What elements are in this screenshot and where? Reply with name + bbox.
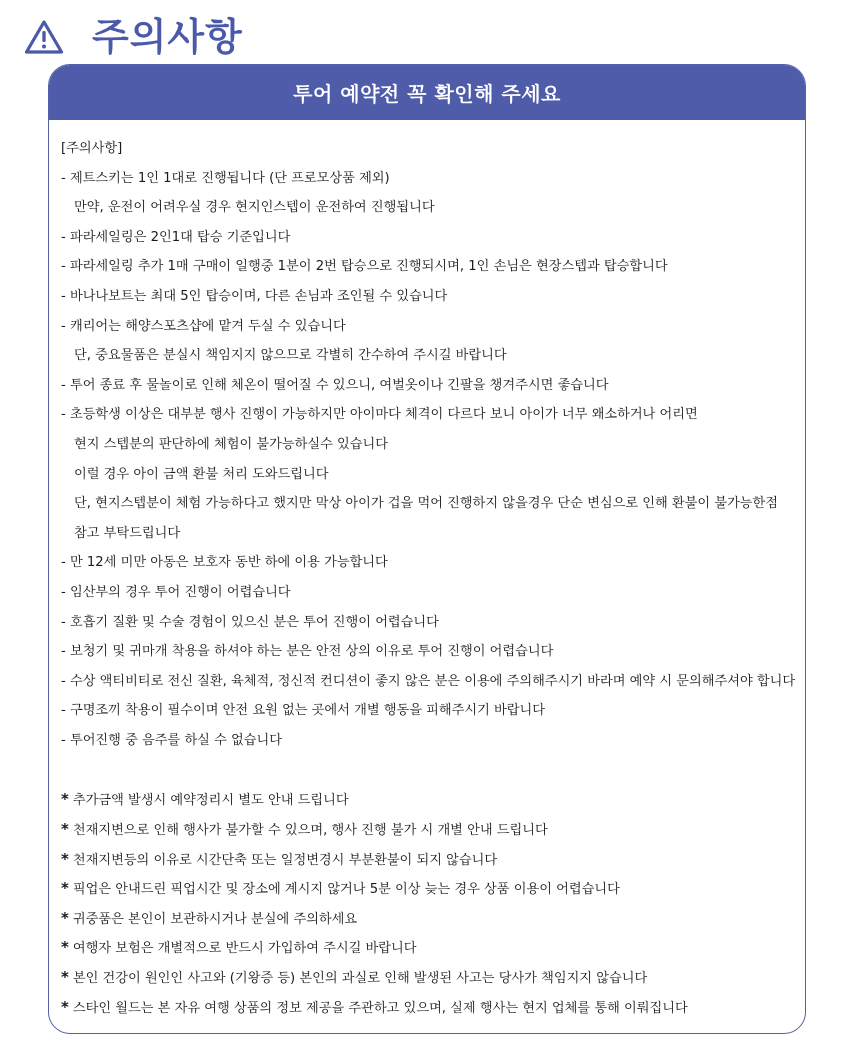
rule-line: - 보청기 및 귀마개 착용을 하셔야 하는 분은 안전 상의 이유로 투어 진행이 어렵습니다 xyxy=(61,644,554,660)
note-line xyxy=(61,963,805,993)
rule-line: - 바나나보트는 최대 5인 탑승이며, 다른 손님과 조인될 수 있습니다 xyxy=(61,288,448,304)
rule-line: - 임산부의 경우 투어 진행이 어렵습니다 xyxy=(61,584,291,600)
note-bullet: * xyxy=(61,968,69,987)
rules-list xyxy=(61,164,805,756)
note-text: 천재지변등의 이유로 시간단축 또는 일정변경시 부분환불이 되지 않습니다 xyxy=(72,852,498,868)
notice-content xyxy=(49,120,805,1022)
note-bullet: * xyxy=(61,820,69,839)
page-title: 주의사항 xyxy=(92,15,243,59)
rule-line: - 제트스키는 1인 1대로 진행됩니다 (단 프로모상품 제외) xyxy=(61,170,390,186)
rule-line: 단, 중요물품은 분실시 책임지지 않으므로 각별히 간수하여 주시길 바랍니다 xyxy=(74,348,507,364)
note-line xyxy=(61,993,805,1023)
note-text: 추가금액 발생시 예약정리시 별도 안내 드립니다 xyxy=(72,793,349,809)
rule-line: 참고 부탁드립니다 xyxy=(74,525,181,541)
note-text: 귀중품은 본인이 보관하시거나 분실에 주의하세요 xyxy=(72,911,358,927)
rule-line: 이럴 경우 아이 금액 환불 처리 도와드립니다 xyxy=(74,466,329,482)
note-text: 픽업은 안내드린 픽업시간 및 장소에 계시지 않거나 5분 이상 늦는 경우 상품 이용이 어렵습니다 xyxy=(72,882,620,898)
note-text: 본인 건강이 원인인 사고와 (기왕증 등) 본인의 과실로 인해 발생된 사고는 당사가 책임지지 않습니다 xyxy=(72,971,648,987)
notice-banner: 투어 예약전 꼭 확인해 주세요 xyxy=(49,65,805,120)
note-bullet: * xyxy=(61,997,69,1016)
rule-line: - 만 12세 미만 아동은 보호자 동반 하에 이용 가능합니다 xyxy=(61,555,388,571)
note-bullet: * xyxy=(61,908,69,927)
notes-list xyxy=(61,785,805,1022)
note-line xyxy=(61,815,805,845)
rule-line: - 파라세일링 추가 1매 구매이 일행중 1분이 2번 탑승으로 진행되시며, 1인 손님은 현장스텝과 탑승합니다 xyxy=(61,259,668,275)
note-bullet: * xyxy=(61,879,69,898)
warning-triangle-icon xyxy=(24,19,64,55)
note-text: 스타인 월드는 본 자유 여행 상품의 정보 제공을 주관하고 있으며, 실제 행사는 현지 업체를 통해 이뤄집니다 xyxy=(72,1000,688,1016)
rule-line: - 캐리어는 해양스포츠샵에 맡겨 두실 수 있습니다 xyxy=(61,318,346,334)
rule-line: 만약, 운전이 어려우실 경우 현지인스텝이 운전하여 진행됩니다 xyxy=(74,200,435,216)
note-line xyxy=(61,785,805,815)
note-text: 천재지변으로 인해 행사가 불가할 수 있으며, 행사 진행 불가 시 개별 안내 드립니다 xyxy=(72,823,548,839)
section-spacer xyxy=(61,755,805,785)
rule-line: 현지 스텝분의 판단하에 체험이 불가능하실수 있습니다 xyxy=(74,436,388,452)
note-line xyxy=(61,933,805,963)
rule-line: - 파라세일링은 2인1대 탑승 기준입니다 xyxy=(61,229,291,245)
note-bullet: * xyxy=(61,849,69,868)
notice-card xyxy=(48,64,806,1034)
rule-line: - 구명조끼 착용이 필수이며 안전 요원 없는 곳에서 개별 행동을 피해주시기 바랍니다 xyxy=(61,703,545,719)
rule-line: 단, 현지스텝분이 체험 가능하다고 했지만 막상 아이가 겁을 먹어 진행하지 않을경우 단순 변심으로 인해 환불이 불가능한점 xyxy=(74,496,779,512)
rule-line: - 호흡기 질환 및 수술 경험이 있으신 분은 투어 진행이 어렵습니다 xyxy=(61,614,439,630)
rule-line: - 수상 액티비티로 전신 질환, 육체적, 정신적 컨디션이 좋지 않은 분은 이용에 주의해주시기 바라며 예약 시 문의해주셔야 합니다 xyxy=(61,673,796,689)
note-bullet: * xyxy=(61,790,69,809)
note-line xyxy=(61,904,805,934)
rule-line: - 투어 종료 후 물놀이로 인해 체온이 떨어질 수 있으니, 여벌옷이나 긴팔을 챙겨주시면 좋습니다 xyxy=(61,377,609,393)
rule-line: - 초등학생 이상은 대부분 행사 진행이 가능하지만 아이마다 체격이 다르다 보니 아이가 너무 왜소하거나 어리면 xyxy=(61,407,698,423)
section-label: [주의사항] xyxy=(61,141,123,156)
note-line xyxy=(61,845,805,875)
rule-line: - 투어진행 중 음주를 하실 수 없습니다 xyxy=(61,732,282,748)
note-line xyxy=(61,874,805,904)
page-header xyxy=(24,12,243,62)
note-text: 여행자 보험은 개별적으로 반드시 가입하여 주시길 바랍니다 xyxy=(72,941,417,957)
note-bullet: * xyxy=(61,938,69,957)
